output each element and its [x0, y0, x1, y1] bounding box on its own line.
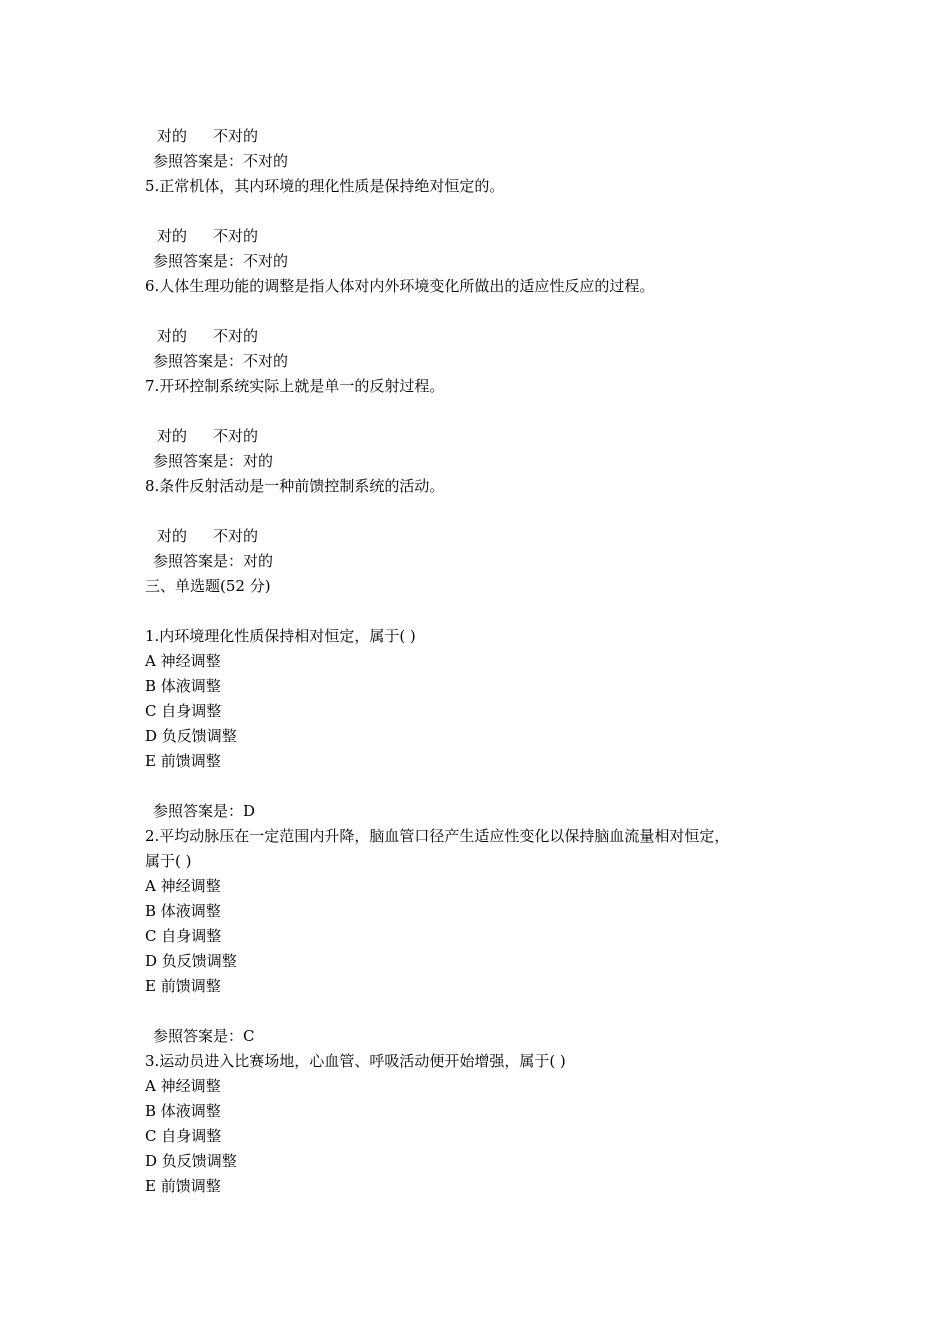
tf-options: [145, 324, 825, 349]
choice-e[interactable]: E 前馈调整: [145, 752, 221, 770]
question-text: 5.正常机体，其内环境的理化性质是保持绝对恒定的。: [145, 177, 505, 195]
question-text: 7.开环控制系统实际上就是单一的反射过程。: [145, 377, 445, 395]
question-text: 1.内环境理化性质保持相对恒定，属于( ): [145, 627, 416, 645]
option-false[interactable]: 不对的: [213, 527, 259, 545]
choice-a[interactable]: A 神经调整: [145, 877, 221, 895]
option-true[interactable]: 对的: [157, 427, 188, 445]
choice-e[interactable]: E 前馈调整: [145, 1177, 221, 1195]
option-false[interactable]: 不对的: [213, 227, 259, 245]
answer-line: 参照答案是：不对的: [153, 152, 289, 170]
choice-b[interactable]: B 体液调整: [145, 902, 221, 920]
option-false[interactable]: 不对的: [213, 327, 259, 345]
answer-line: 参照答案是：不对的: [153, 352, 289, 370]
choice-b[interactable]: B 体液调整: [145, 677, 221, 695]
answer-line: 参照答案是：对的: [153, 452, 274, 470]
choice-e[interactable]: E 前馈调整: [145, 977, 221, 995]
choice-b[interactable]: B 体液调整: [145, 1102, 221, 1120]
choice-d[interactable]: D 负反馈调整: [145, 727, 237, 745]
answer-line: 参照答案是：C: [153, 1027, 255, 1045]
tf-options: [145, 124, 825, 149]
question-text: 8.条件反射活动是一种前馈控制系统的活动。: [145, 477, 445, 495]
answer-line: 参照答案是：不对的: [153, 252, 289, 270]
option-false[interactable]: 不对的: [213, 427, 259, 445]
document-page: [145, 124, 825, 1199]
option-true[interactable]: 对的: [157, 127, 188, 145]
choice-c[interactable]: C 自身调整: [145, 702, 222, 720]
option-true[interactable]: 对的: [157, 227, 188, 245]
option-true[interactable]: 对的: [157, 327, 188, 345]
option-false[interactable]: 不对的: [213, 127, 259, 145]
choice-a[interactable]: A 神经调整: [145, 1077, 221, 1095]
choice-d[interactable]: D 负反馈调整: [145, 1152, 237, 1170]
choice-c[interactable]: C 自身调整: [145, 927, 222, 945]
answer-line: 参照答案是：D: [153, 802, 256, 820]
question-text: 6.人体生理功能的调整是指人体对内外环境变化所做出的适应性反应的过程。: [145, 277, 655, 295]
section-title: 三、单选题(52 分): [145, 577, 271, 595]
question-text: 3.运动员进入比赛场地，心血管、呼吸活动便开始增强，属于( ): [145, 1052, 566, 1070]
tf-options: [145, 524, 825, 549]
tf-options: [145, 424, 825, 449]
question-text-continued: 属于( ): [145, 852, 192, 870]
tf-options: [145, 224, 825, 249]
choice-d[interactable]: D 负反馈调整: [145, 952, 237, 970]
choice-c[interactable]: C 自身调整: [145, 1127, 222, 1145]
choice-a[interactable]: A 神经调整: [145, 652, 221, 670]
option-true[interactable]: 对的: [157, 527, 188, 545]
answer-line: 参照答案是：对的: [153, 552, 274, 570]
question-text: 2.平均动脉压在一定范围内升降，脑血管口径产生适应性变化以保持脑血流量相对恒定，: [145, 827, 730, 845]
